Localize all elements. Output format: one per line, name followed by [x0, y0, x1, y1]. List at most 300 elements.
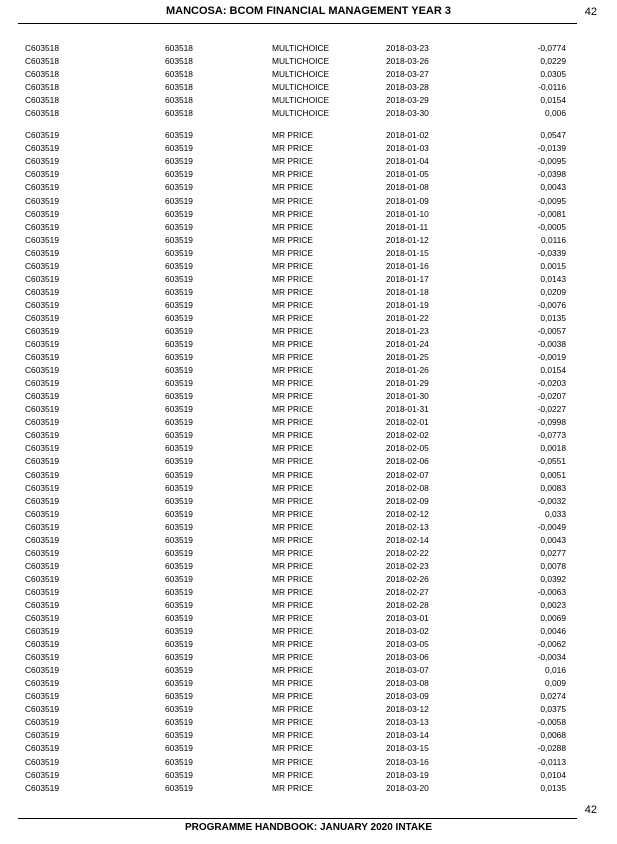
company-name-cell: MR PRICE	[272, 586, 313, 597]
company-name-cell: MULTICHOICE	[272, 82, 330, 93]
return-cell: -0,0203	[537, 378, 566, 389]
return-cell: 0,0046	[540, 626, 566, 637]
share-number-cell: 603519	[165, 273, 193, 284]
footer-divider	[18, 818, 577, 819]
date-cell: 2018-03-16	[386, 756, 429, 767]
return-cell: -0,0005	[537, 221, 566, 232]
table-row	[0, 208, 617, 221]
date-cell: 2018-02-07	[386, 469, 429, 480]
date-cell: 2018-01-09	[386, 195, 429, 206]
share-number-cell: 603519	[165, 730, 193, 741]
return-cell: -0,0058	[537, 717, 566, 728]
table-row	[0, 416, 617, 429]
share-code-cell: C603519	[25, 573, 59, 584]
table-row	[0, 129, 617, 142]
share-code-cell: C603519	[25, 469, 59, 480]
share-number-cell: 603519	[165, 352, 193, 363]
company-name-cell: MULTICHOICE	[272, 108, 330, 119]
date-cell: 2018-01-05	[386, 169, 429, 180]
company-name-cell: MR PRICE	[272, 247, 313, 258]
table-row	[0, 181, 617, 194]
company-name-cell: MR PRICE	[272, 534, 313, 545]
share-number-cell: 603519	[165, 586, 193, 597]
table-row	[0, 94, 617, 107]
date-cell: 2018-01-24	[386, 339, 429, 350]
share-number-cell: 603519	[165, 691, 193, 702]
table-row	[0, 769, 617, 782]
company-name-cell: MR PRICE	[272, 482, 313, 493]
date-cell: 2018-02-06	[386, 456, 429, 467]
table-row	[0, 221, 617, 234]
share-number-cell: 603518	[165, 56, 193, 67]
share-number-cell: 603519	[165, 182, 193, 193]
table-row	[0, 560, 617, 573]
share-code-cell: C603519	[25, 521, 59, 532]
company-name-cell: MULTICHOICE	[272, 56, 330, 67]
return-cell: 0,033	[545, 508, 566, 519]
share-number-cell: 603519	[165, 521, 193, 532]
return-cell: 0,0043	[540, 534, 566, 545]
company-name-cell: MR PRICE	[272, 560, 313, 571]
date-cell: 2018-01-16	[386, 260, 429, 271]
return-cell: -0,0339	[537, 247, 566, 258]
date-cell: 2018-01-25	[386, 352, 429, 363]
date-cell: 2018-01-10	[386, 208, 429, 219]
share-code-cell: C603519	[25, 247, 59, 258]
return-cell: -0,0998	[537, 417, 566, 428]
date-cell: 2018-01-23	[386, 325, 429, 336]
share-number-cell: 603519	[165, 299, 193, 310]
date-cell: 2018-02-12	[386, 508, 429, 519]
share-code-cell: C603519	[25, 560, 59, 571]
date-cell: 2018-02-05	[386, 443, 429, 454]
share-number-cell: 603519	[165, 339, 193, 350]
date-cell: 2018-03-29	[386, 95, 429, 106]
share-code-cell: C603519	[25, 273, 59, 284]
company-name-cell: MR PRICE	[272, 443, 313, 454]
company-name-cell: MR PRICE	[272, 495, 313, 506]
table-row	[0, 495, 617, 508]
share-code-cell: C603519	[25, 169, 59, 180]
share-code-cell: C603519	[25, 730, 59, 741]
share-code-cell: C603519	[25, 547, 59, 558]
share-number-cell: 603519	[165, 404, 193, 415]
table-row	[0, 455, 617, 468]
table-row	[0, 534, 617, 547]
company-name-cell: MR PRICE	[272, 391, 313, 402]
date-cell: 2018-02-13	[386, 521, 429, 532]
company-name-cell: MR PRICE	[272, 234, 313, 245]
share-number-cell: 603519	[165, 312, 193, 323]
return-cell: 0,0068	[540, 730, 566, 741]
table-row	[0, 273, 617, 286]
table-row	[0, 55, 617, 68]
table-row	[0, 338, 617, 351]
date-cell: 2018-01-26	[386, 365, 429, 376]
share-number-cell: 603518	[165, 43, 193, 53]
return-cell: -0,0032	[537, 495, 566, 506]
share-code-cell: C603519	[25, 130, 59, 141]
company-name-cell: MR PRICE	[272, 717, 313, 728]
date-cell: 2018-01-08	[386, 182, 429, 193]
table-row	[0, 107, 617, 120]
share-number-cell: 603519	[165, 221, 193, 232]
table-row	[0, 521, 617, 534]
share-code-cell: C603519	[25, 678, 59, 689]
return-cell: 0,0229	[540, 56, 566, 67]
company-name-cell: MR PRICE	[272, 613, 313, 624]
date-cell: 2018-03-05	[386, 639, 429, 650]
return-cell: 0,0083	[540, 482, 566, 493]
date-cell: 2018-03-08	[386, 678, 429, 689]
share-code-cell: C603519	[25, 234, 59, 245]
share-number-cell: 603519	[165, 756, 193, 767]
company-name-cell: MR PRICE	[272, 130, 313, 141]
share-number-cell: 603519	[165, 769, 193, 780]
date-cell: 2018-03-26	[386, 56, 429, 67]
share-code-cell: C603519	[25, 208, 59, 219]
share-code-cell: C603519	[25, 312, 59, 323]
return-cell: -0,0034	[537, 652, 566, 663]
date-cell: 2018-02-14	[386, 534, 429, 545]
share-code-cell: C603519	[25, 143, 59, 154]
company-name-cell: MR PRICE	[272, 325, 313, 336]
share-code-cell: C603518	[25, 43, 59, 53]
return-cell: -0,0038	[537, 339, 566, 350]
share-code-cell: C603518	[25, 56, 59, 67]
share-code-cell: C603519	[25, 286, 59, 297]
share-code-cell: C603519	[25, 717, 59, 728]
share-code-cell: C603519	[25, 769, 59, 780]
table-row	[0, 195, 617, 208]
table-row	[0, 68, 617, 81]
company-name-cell: MR PRICE	[272, 430, 313, 441]
date-cell: 2018-02-01	[386, 417, 429, 428]
date-cell: 2018-02-23	[386, 560, 429, 571]
share-number-cell: 603519	[165, 782, 193, 793]
table-row	[0, 690, 617, 703]
date-cell: 2018-03-02	[386, 626, 429, 637]
share-number-cell: 603519	[165, 678, 193, 689]
company-name-cell: MR PRICE	[272, 404, 313, 415]
share-code-cell: C603519	[25, 391, 59, 402]
share-code-cell: C603519	[25, 586, 59, 597]
return-cell: -0,0774	[537, 43, 566, 53]
share-number-cell: 603519	[165, 613, 193, 624]
company-name-cell: MR PRICE	[272, 299, 313, 310]
table-row	[0, 703, 617, 716]
share-number-cell: 603519	[165, 469, 193, 480]
date-cell: 2018-01-22	[386, 312, 429, 323]
share-number-cell: 603519	[165, 482, 193, 493]
page-footer-title: PROGRAMME HANDBOOK: JANUARY 2020 INTAKE	[184, 822, 433, 833]
share-number-cell: 603519	[165, 430, 193, 441]
company-name-cell: MR PRICE	[272, 599, 313, 610]
table-row	[0, 364, 617, 377]
return-cell: 0,0015	[540, 260, 566, 271]
share-code-cell: C603519	[25, 195, 59, 206]
share-code-cell: C603519	[25, 652, 59, 663]
date-cell: 2018-01-29	[386, 378, 429, 389]
date-cell: 2018-03-27	[386, 69, 429, 80]
return-cell: 0,0078	[540, 560, 566, 571]
table-row	[0, 81, 617, 94]
company-name-cell: MULTICHOICE	[272, 95, 330, 106]
return-cell: 0,0392	[540, 573, 566, 584]
return-cell: -0,0062	[537, 639, 566, 650]
company-name-cell: MR PRICE	[272, 208, 313, 219]
table-row	[0, 168, 617, 181]
company-name-cell: MR PRICE	[272, 312, 313, 323]
share-number-cell: 603519	[165, 508, 193, 519]
table-row	[0, 325, 617, 338]
share-number-cell: 603519	[165, 573, 193, 584]
return-cell: 0,016	[545, 665, 566, 676]
date-cell: 2018-01-18	[386, 286, 429, 297]
share-number-cell: 603518	[165, 69, 193, 80]
share-number-cell: 603519	[165, 495, 193, 506]
company-name-cell: MR PRICE	[272, 547, 313, 558]
share-number-cell: 603518	[165, 95, 193, 106]
date-cell: 2018-03-19	[386, 769, 429, 780]
table-row	[0, 469, 617, 482]
date-cell: 2018-01-15	[386, 247, 429, 258]
company-name-cell: MR PRICE	[272, 756, 313, 767]
date-cell: 2018-03-30	[386, 108, 429, 119]
date-cell: 2018-03-20	[386, 782, 429, 793]
share-code-cell: C603519	[25, 378, 59, 389]
return-cell: -0,0398	[537, 169, 566, 180]
table-row	[0, 42, 617, 55]
share-number-cell: 603519	[165, 143, 193, 154]
returns-table	[0, 42, 617, 795]
date-cell: 2018-02-02	[386, 430, 429, 441]
return-cell: -0,0288	[537, 743, 566, 754]
return-cell: 0,0305	[540, 69, 566, 80]
company-name-cell: MR PRICE	[272, 469, 313, 480]
share-code-cell: C603519	[25, 365, 59, 376]
table-row	[0, 260, 617, 273]
company-name-cell: MR PRICE	[272, 143, 313, 154]
return-cell: -0,0095	[537, 156, 566, 167]
table-row	[0, 599, 617, 612]
company-name-cell: MR PRICE	[272, 339, 313, 350]
table-row	[0, 482, 617, 495]
share-code-cell: C603519	[25, 443, 59, 454]
return-cell: 0,0277	[540, 547, 566, 558]
share-code-cell: C603519	[25, 626, 59, 637]
page-number-top: 42	[584, 6, 597, 18]
table-row	[0, 403, 617, 416]
date-cell: 2018-02-28	[386, 599, 429, 610]
return-cell: 0,0023	[540, 599, 566, 610]
return-cell: -0,0095	[537, 195, 566, 206]
return-cell: -0,0139	[537, 143, 566, 154]
share-code-cell: C603519	[25, 339, 59, 350]
share-code-cell: C603519	[25, 639, 59, 650]
return-cell: -0,0227	[537, 404, 566, 415]
return-cell: -0,0116	[538, 82, 566, 93]
table-row	[0, 155, 617, 168]
company-name-cell: MR PRICE	[272, 691, 313, 702]
share-code-cell: C603518	[25, 108, 59, 119]
share-number-cell: 603519	[165, 626, 193, 637]
share-code-cell: C603519	[25, 325, 59, 336]
return-cell: 0,0274	[540, 691, 566, 702]
table-row	[0, 573, 617, 586]
page-number-bottom: 42	[584, 804, 597, 816]
share-code-cell: C603519	[25, 352, 59, 363]
share-number-cell: 603519	[165, 286, 193, 297]
company-name-cell: MR PRICE	[272, 456, 313, 467]
table-row	[0, 390, 617, 403]
date-cell: 2018-01-04	[386, 156, 429, 167]
table-row	[0, 429, 617, 442]
company-name-cell: MR PRICE	[272, 273, 313, 284]
page-header-title: MANCOSA: BCOM FINANCIAL MANAGEMENT YEAR 3	[166, 5, 451, 17]
return-cell: 0,0375	[540, 704, 566, 715]
share-number-cell: 603519	[165, 391, 193, 402]
return-cell: -0,0113	[538, 756, 566, 767]
table-row	[0, 508, 617, 521]
share-code-cell: C603519	[25, 665, 59, 676]
share-number-cell: 603519	[165, 365, 193, 376]
share-number-cell: 603519	[165, 417, 193, 428]
company-name-cell: MR PRICE	[272, 521, 313, 532]
share-code-cell: C603519	[25, 430, 59, 441]
company-name-cell: MR PRICE	[272, 365, 313, 376]
return-cell: -0,0773	[537, 430, 566, 441]
date-cell: 2018-03-13	[386, 717, 429, 728]
return-cell: 0,0143	[540, 273, 566, 284]
table-row	[0, 625, 617, 638]
company-name-cell: MR PRICE	[272, 286, 313, 297]
company-name-cell: MR PRICE	[272, 195, 313, 206]
return-cell: -0,0049	[537, 521, 566, 532]
company-name-cell: MR PRICE	[272, 769, 313, 780]
return-cell: 0,0043	[540, 182, 566, 193]
date-cell: 2018-01-19	[386, 299, 429, 310]
table-row	[0, 377, 617, 390]
table-row	[0, 247, 617, 260]
share-code-cell: C603518	[25, 82, 59, 93]
return-cell: 0,009	[545, 678, 566, 689]
share-number-cell: 603519	[165, 234, 193, 245]
date-cell: 2018-03-15	[386, 743, 429, 754]
share-number-cell: 603519	[165, 456, 193, 467]
share-code-cell: C603519	[25, 156, 59, 167]
share-code-cell: C603519	[25, 534, 59, 545]
date-cell: 2018-03-07	[386, 665, 429, 676]
share-code-cell: C603519	[25, 482, 59, 493]
share-code-cell: C603519	[25, 260, 59, 271]
share-number-cell: 603519	[165, 599, 193, 610]
date-cell: 2018-03-28	[386, 82, 429, 93]
table-row	[0, 286, 617, 299]
return-cell: 0,0154	[540, 365, 566, 376]
date-cell: 2018-03-12	[386, 704, 429, 715]
date-cell: 2018-01-31	[386, 404, 429, 415]
return-cell: 0,0135	[540, 312, 566, 323]
return-cell: -0,0063	[537, 586, 566, 597]
share-code-cell: C603519	[25, 299, 59, 310]
date-cell: 2018-03-06	[386, 652, 429, 663]
header-divider	[18, 23, 577, 24]
return-cell: -0,0057	[537, 325, 566, 336]
share-number-cell: 603519	[165, 378, 193, 389]
table-row	[0, 729, 617, 742]
company-name-cell: MULTICHOICE	[272, 43, 330, 53]
company-name-cell: MR PRICE	[272, 260, 313, 271]
table-row	[0, 351, 617, 364]
return-cell: 0,0154	[540, 95, 566, 106]
company-name-cell: MR PRICE	[272, 730, 313, 741]
return-cell: 0,0116	[541, 234, 566, 245]
share-number-cell: 603519	[165, 325, 193, 336]
table-row	[0, 442, 617, 455]
table-row	[0, 547, 617, 560]
table-row	[0, 742, 617, 755]
share-number-cell: 603519	[165, 704, 193, 715]
company-name-cell: MR PRICE	[272, 652, 313, 663]
company-name-cell: MR PRICE	[272, 704, 313, 715]
share-number-cell: 603519	[165, 208, 193, 219]
company-name-cell: MR PRICE	[272, 378, 313, 389]
date-cell: 2018-01-02	[386, 130, 429, 141]
share-code-cell: C603519	[25, 704, 59, 715]
date-cell: 2018-01-03	[386, 143, 429, 154]
share-code-cell: C603519	[25, 456, 59, 467]
date-cell: 2018-02-27	[386, 586, 429, 597]
share-code-cell: C603519	[25, 599, 59, 610]
share-code-cell: C603519	[25, 743, 59, 754]
share-number-cell: 603519	[165, 652, 193, 663]
table-row	[0, 782, 617, 795]
return-cell: 0,006	[545, 108, 566, 119]
company-name-cell: MR PRICE	[272, 743, 313, 754]
date-cell: 2018-02-22	[386, 547, 429, 558]
date-cell: 2018-02-26	[386, 573, 429, 584]
share-number-cell: 603519	[165, 743, 193, 754]
date-cell: 2018-02-09	[386, 495, 429, 506]
date-cell: 2018-03-14	[386, 730, 429, 741]
table-row	[0, 716, 617, 729]
share-code-cell: C603519	[25, 691, 59, 702]
date-cell: 2018-01-17	[386, 273, 429, 284]
date-cell: 2018-02-08	[386, 482, 429, 493]
return-cell: -0,0019	[537, 352, 566, 363]
share-number-cell: 603519	[165, 547, 193, 558]
table-row	[0, 312, 617, 325]
return-cell: -0,0207	[537, 391, 566, 402]
share-number-cell: 603519	[165, 717, 193, 728]
date-cell: 2018-01-30	[386, 391, 429, 402]
share-number-cell: 603519	[165, 639, 193, 650]
share-code-cell: C603519	[25, 495, 59, 506]
table-row	[0, 756, 617, 769]
return-cell: 0,0135	[540, 782, 566, 793]
return-cell: -0,0076	[537, 299, 566, 310]
share-code-cell: C603518	[25, 69, 59, 80]
table-row	[0, 664, 617, 677]
company-name-cell: MR PRICE	[272, 639, 313, 650]
return-cell: 0,0069	[540, 613, 566, 624]
date-cell: 2018-03-09	[386, 691, 429, 702]
share-code-cell: C603519	[25, 404, 59, 415]
share-code-cell: C603519	[25, 182, 59, 193]
return-cell: -0,0551	[537, 456, 566, 467]
share-number-cell: 603519	[165, 130, 193, 141]
